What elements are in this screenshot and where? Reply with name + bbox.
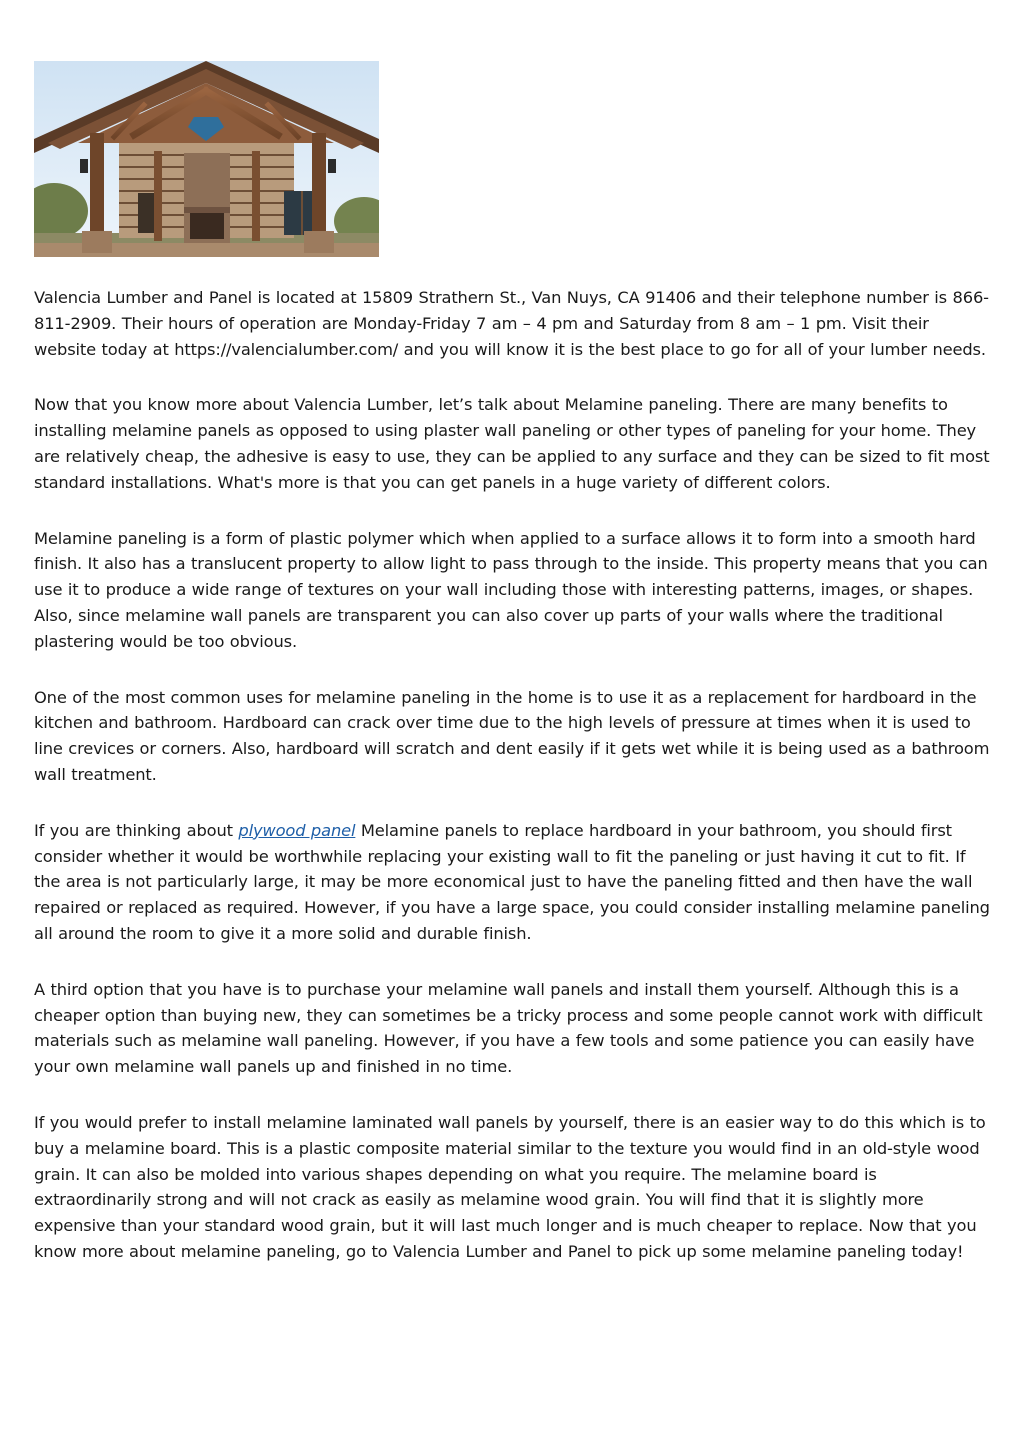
paragraph-business-info: Valencia Lumber and Panel is located at 15809 Strathern St., Van Nuys, CA 91406 and their telephone number is 866-811-2909. Their hours of operation are Monday-Friday 7 am – 4 pm and Saturday from 8 am – 1 pm. Visit their website today at https://valencialumber.com/ and you will know it is the best place to go for all of your lumber needs. xyxy=(34,288,989,359)
paragraph-hardboard-replacement: One of the most common uses for melamine paneling in the home is to use it as a replacement for hardboard in the kitchen and bathroom. Hardboard can crack over time due to the high levels of pressure at times when it is used to line crevices or corners. Also, hardboard will scratch and dent easily if it gets wet while it is being used as a bathroom wall treatment. xyxy=(34,687,990,784)
article-body xyxy=(34,285,994,1295)
paragraph-bathroom-considerations xyxy=(34,818,994,947)
paragraph-text-tail: Melamine panels to replace hardboard in your bathroom, you should first consider whether it would be worthwhile replacing your existing wall to fit the paneling or just having it cut to fit. If the area is not particularly large, it may be more economical just to have the paneling fitted and then have the wall repaired or replaced as required. However, if you have a large space, you could consider installing melamine paneling all around the room to give it a more solid and durable finish. xyxy=(34,820,990,943)
timber-pavilion-illustration xyxy=(34,61,379,257)
paragraph-diy-option: A third option that you have is to purchase your melamine wall panels and install them yourself. Although this is a cheaper option than buying new, they can sometimes be a tricky process and some people cannot work with difficult materials such as melamine wall paneling. However, if you have a few tools and some patience you can easily have your own melamine wall panels up and finished in no time. xyxy=(34,979,983,1077)
paragraph-melamine-properties: Melamine paneling is a form of plastic polymer which when applied to a surface allows it to form into a smooth hard finish. It also has a translucent property to allow light to pass through to the inside. This property means that you can use it to produce a wide range of textures on your wall including those with interesting patterns, images, or shapes. Also, since melamine wall panels are transparent you can also cover up parts of your walls where the traditional plastering would be too obvious. xyxy=(34,528,988,651)
hero-photo xyxy=(34,61,379,257)
paragraph-text-lead: If you are thinking about xyxy=(34,820,239,840)
plywood-panel-link[interactable]: plywood panel xyxy=(238,820,356,840)
paragraph-melamine-benefits: Now that you know more about Valencia Lumber, let’s talk about Melamine paneling. There are many benefits to installing melamine panels as opposed to using plaster wall paneling or other types of paneling for your home. They are relatively cheap, the adhesive is easy to use, they can be applied to any surface and they can be sized to fit most standard installations. What's more is that you can get panels in a huge variety of different colors. xyxy=(34,395,990,492)
paragraph-melamine-board: If you would prefer to install melamine laminated wall panels by yourself, there is an easier way to do this which is to buy a melamine board. This is a plastic composite material similar to the texture you would find in an old-style wood grain. It can also be molded into various shapes depending on what you require. The melamine board is extraordinarily strong and will not crack as easily as melamine wood grain. You will find that it is slightly more expensive than your standard wood grain, but it will last much longer and is much cheaper to replace. Now that you know more about melamine paneling, go to Valencia Lumber and Panel to pick up some melamine paneling today! xyxy=(34,1112,986,1261)
